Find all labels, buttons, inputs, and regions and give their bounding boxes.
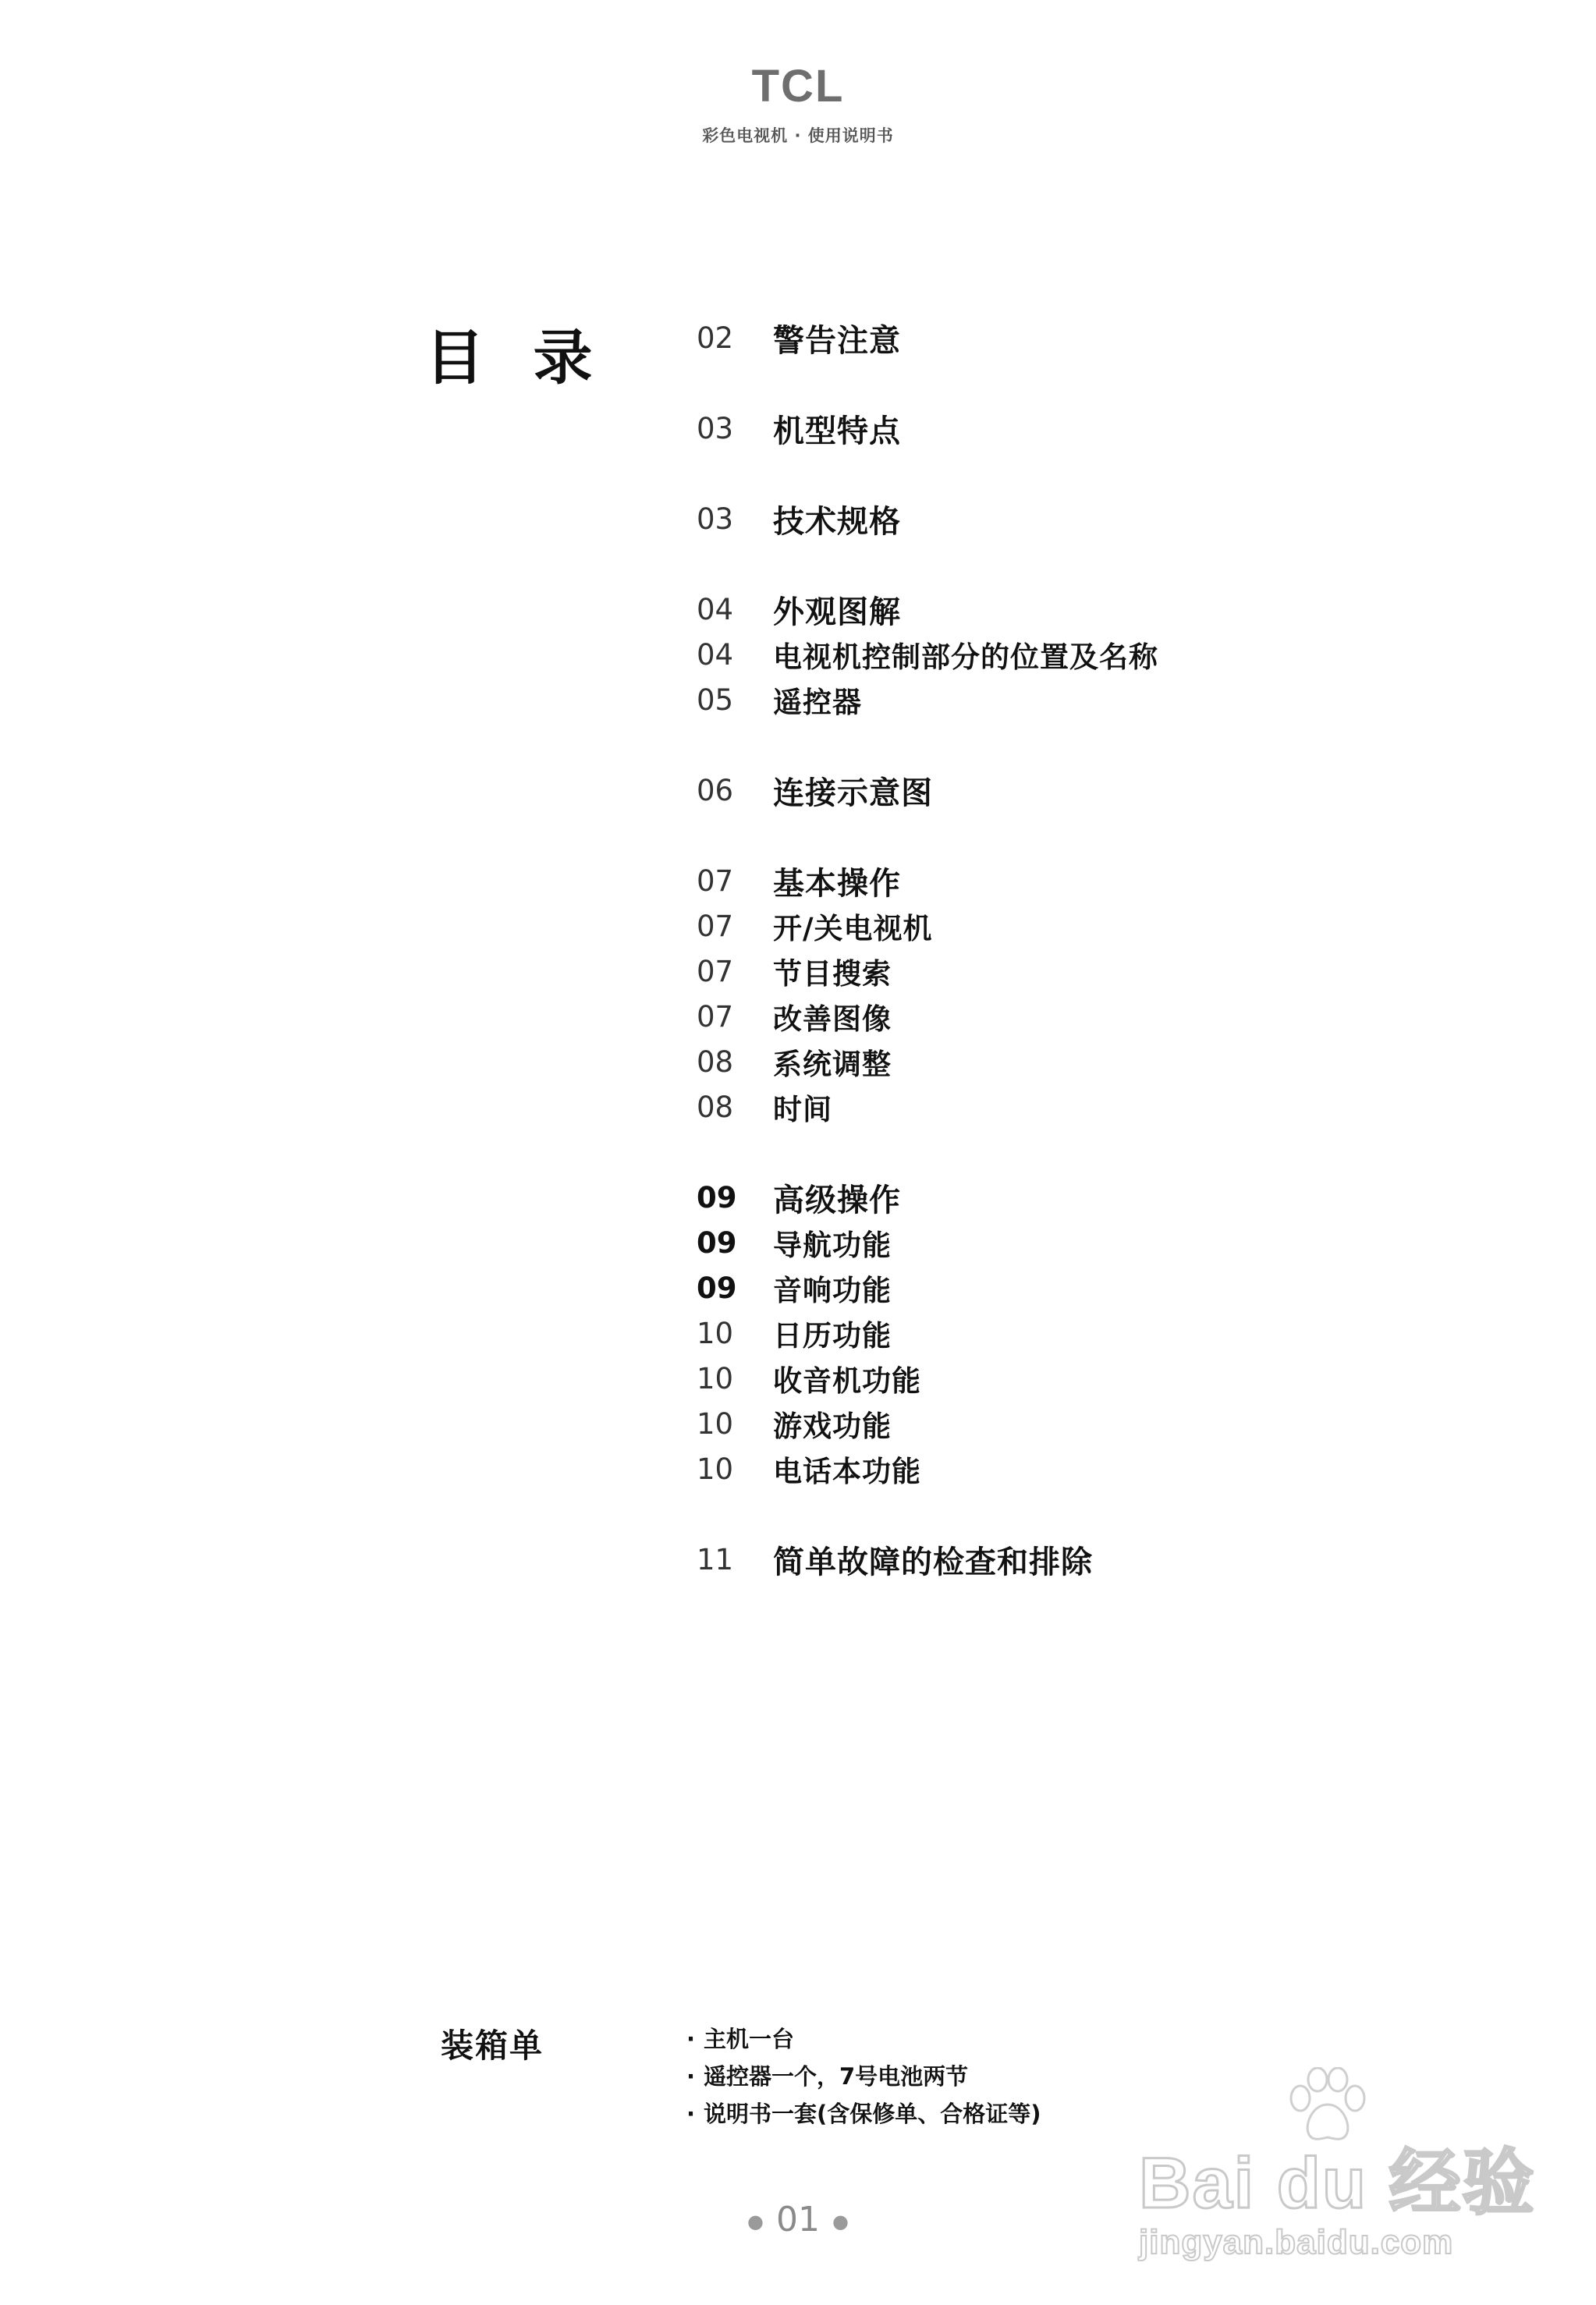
toc-item-label: 时间	[773, 1093, 832, 1126]
toc-item[interactable]	[697, 1265, 1399, 1310]
toc-page-number: 05	[697, 683, 734, 717]
toc-item-label: 导航功能	[773, 1229, 892, 1262]
toc-item-label: 音响功能	[773, 1274, 892, 1307]
toc-item-label: 外观图解	[773, 594, 901, 630]
toc-page-number: 02	[697, 321, 734, 355]
toc-item[interactable]	[697, 949, 1399, 994]
toc-item-label: 警告注意	[773, 322, 901, 359]
toc-item-label: 技术规格	[773, 503, 901, 540]
toc-item-label: 电视机控制部分的位置及名称	[773, 640, 1158, 674]
toc-item[interactable]	[697, 1446, 1399, 1491]
toc-page-number: 03	[697, 411, 734, 445]
toc-item[interactable]	[697, 1401, 1399, 1446]
toc-page-number: 11	[697, 1542, 734, 1576]
page-number-text: 01	[776, 2200, 820, 2239]
toc-item[interactable]	[697, 1310, 1399, 1356]
toc-page-number: 09	[697, 1180, 737, 1215]
toc-page-number: 04	[697, 637, 734, 672]
tcl-logo: TCL	[751, 61, 845, 112]
toc-item-label: 遥控器	[773, 686, 862, 719]
toc-item[interactable]	[697, 587, 1399, 632]
toc-page-number: 10	[697, 1316, 734, 1350]
toc-item[interactable]	[697, 1175, 1399, 1220]
toc-item[interactable]	[697, 1356, 1399, 1401]
toc-page-number: 08	[697, 1044, 734, 1079]
toc-page-number: 08	[697, 1090, 734, 1124]
document-subtitle: 彩色电视机 · 使用说明书	[702, 126, 894, 145]
bullet-icon: ·	[686, 2063, 696, 2090]
toc-title: 目 录	[425, 323, 607, 392]
toc-page-number: 10	[697, 1361, 734, 1395]
toc-item-label: 收音机功能	[773, 1364, 921, 1398]
bullet-icon: ●	[832, 2211, 849, 2232]
packing-list	[686, 2020, 1041, 2133]
toc-item-label: 改善图像	[773, 1002, 892, 1036]
toc-page-number: 03	[697, 502, 734, 536]
toc-item[interactable]	[697, 1039, 1399, 1084]
toc-item[interactable]	[697, 1537, 1399, 1582]
toc-item-label: 节目搜索	[773, 957, 892, 991]
toc-item-label: 系统调整	[773, 1048, 892, 1081]
packing-item-text: 说明书一套(含保修单、合格证等)	[704, 2101, 1041, 2127]
table-of-contents	[697, 315, 1399, 1582]
toc-item[interactable]	[697, 1084, 1399, 1129]
toc-page-number: 10	[697, 1452, 734, 1486]
bullet-icon: ●	[747, 2211, 764, 2232]
toc-item-label: 开/关电视机	[773, 912, 933, 945]
toc-item-label: 基本操作	[773, 865, 901, 902]
toc-item-label: 高级操作	[773, 1182, 901, 1218]
toc-item[interactable]	[697, 1220, 1399, 1265]
toc-item[interactable]	[697, 315, 1399, 360]
toc-item[interactable]	[697, 858, 1399, 903]
toc-item[interactable]	[697, 632, 1399, 677]
watermark-brand: Bai du 经验	[1139, 2144, 1536, 2223]
bullet-icon: ·	[686, 2101, 696, 2127]
watermark-url: jingyan.baidu.com	[1139, 2223, 1454, 2261]
toc-page-number: 07	[697, 999, 734, 1034]
toc-item[interactable]	[697, 496, 1399, 541]
packing-item-text: 主机一台	[704, 2026, 795, 2052]
toc-item-label: 电话本功能	[773, 1455, 921, 1488]
toc-page-number: 04	[697, 592, 734, 626]
toc-item-label: 机型特点	[773, 413, 901, 449]
toc-page-number: 07	[697, 909, 734, 943]
toc-page-number: 07	[697, 863, 734, 898]
toc-item-label: 游戏功能	[773, 1410, 892, 1443]
baidu-jingyan-watermark	[1139, 2067, 1545, 2262]
packing-list-item	[686, 2095, 1041, 2133]
packing-item-text: 遥控器一个，7号电池两节	[704, 2063, 969, 2090]
packing-list-title: 装箱单	[441, 2027, 544, 2065]
toc-page-number: 07	[697, 954, 734, 988]
toc-item[interactable]	[697, 768, 1399, 813]
packing-list-item	[686, 2020, 1041, 2058]
toc-page-number: 10	[697, 1406, 734, 1441]
toc-item-label: 简单故障的检查和排除	[773, 1544, 1093, 1580]
document-header	[0, 61, 1596, 147]
toc-page-number: 06	[697, 773, 734, 807]
toc-item[interactable]	[697, 677, 1399, 722]
toc-item-label: 连接示意图	[773, 775, 933, 811]
toc-item[interactable]	[697, 406, 1399, 451]
toc-item[interactable]	[697, 994, 1399, 1039]
toc-item-label: 日历功能	[773, 1319, 892, 1353]
packing-list-item	[686, 2058, 1041, 2095]
toc-page-number: 09	[697, 1271, 737, 1305]
toc-page-number: 09	[697, 1225, 737, 1260]
toc-item[interactable]	[697, 903, 1399, 949]
bullet-icon: ·	[686, 2026, 696, 2052]
